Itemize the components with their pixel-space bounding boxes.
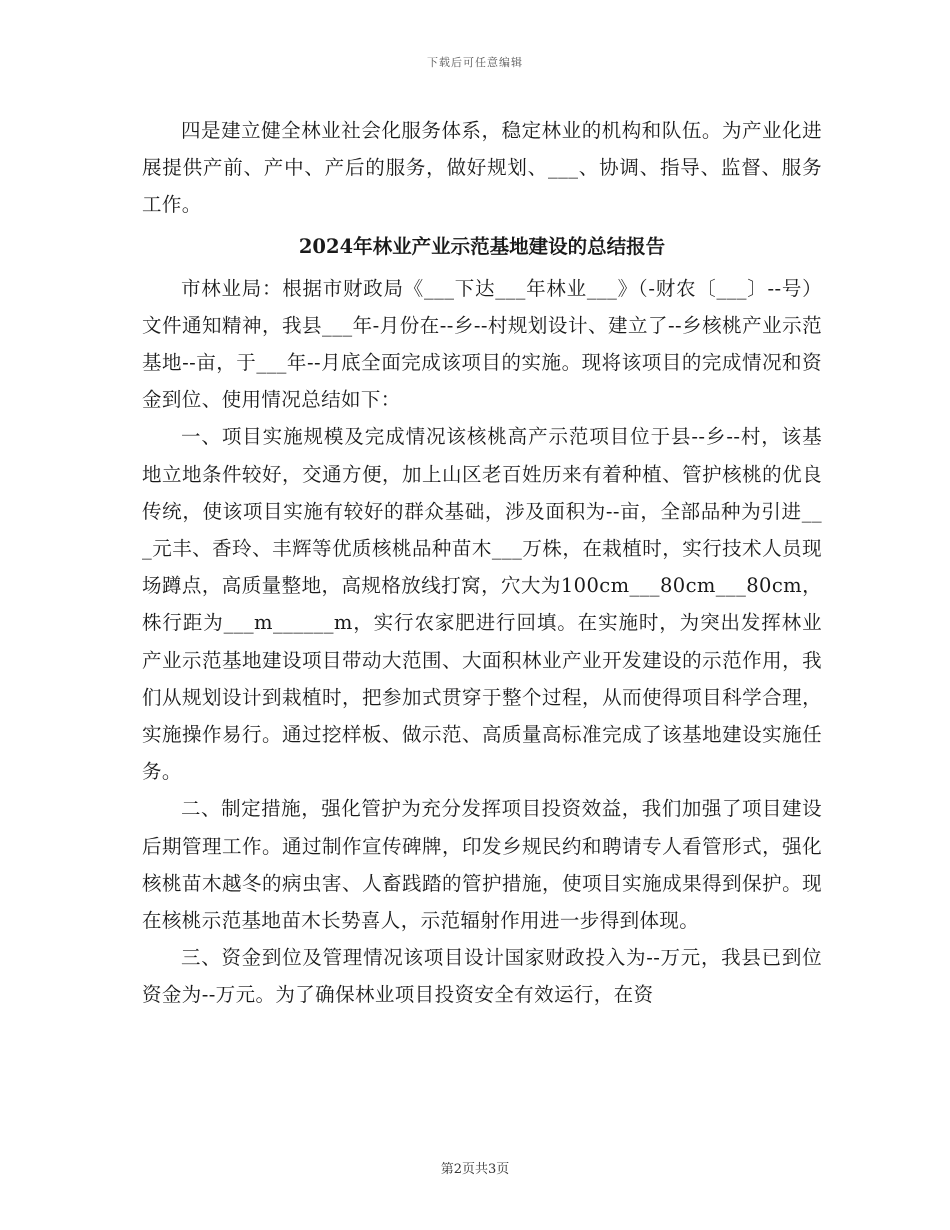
paragraph-section-1: 一、项目实施规模及完成情况该核桃高产示范项目位于县--乡--村，该基地立地条件较好，交通方便，加上山区老百姓历来有着种植、管护核桃的优良传统，使该项目实施有较好的群众基础，涉及面积为--亩，全部品种为引进___元丰、香玲、丰辉等优质核桃品种苗木___万株，在栽植时，实行技术人员现场蹲点，高质量整地，高规格放线打窝，穴大为100cm___80cm___80cm，株行距为___m______m，实行农家肥进行回填。在实施时，为突出发挥林业产业示范基地建设项目带动大范围、大面积林业产业开发建设的示范作用，我们从规划设计到栽植时，把参加式贯穿于整个过程，从而使得项目科学合理，实施操作易行。通过挖样板、做示范、高质量高标准完成了该基地建设实施任务。 xyxy=(142,425,822,784)
paragraph-section-2: 二、制定措施，强化管护为充分发挥项目投资效益，我们加强了项目建设后期管理工作。通过制作宣传碑牌，印发乡规民约和聘请专人看管形式，强化核桃苗木越冬的病虫害、人畜践踏的管护措施，使项目实施成果得到保护。现在核桃示范基地苗木长势喜人，示范辐射作用进一步得到体现。 xyxy=(142,797,822,933)
intro-paragraph: 四是建立健全林业社会化服务体系，稳定林业的机构和队伍。为产业化进展提供产前、产中、产后的服务，做好规划、___、协调、指导、监督、服务工作。 xyxy=(142,119,822,217)
paragraph-section-3: 三、资金到位及管理情况该项目设计国家财政投入为--万元，我县已到位资金为--万元。为了确保林业项目投资安全有效运行，在资 xyxy=(142,946,822,1007)
paragraph-salutation: 市林业局：根据市财政局《___下达___年林业___》（-财农〔___〕--号）文件通知精神，我县___年-月份在--乡--村规划设计、建立了--乡核桃产业示范基地--亩，于___年--月底全面完成该项目的实施。现将该项目的完成情况和资金到位、使用情况总结如下： xyxy=(142,276,822,412)
document-body xyxy=(142,112,822,1014)
page-number: 第2页共3页 xyxy=(440,1162,510,1177)
document-title: 2024年林业产业示范基地建设的总结报告 xyxy=(298,234,666,258)
header-note: 下载后可任意编辑 xyxy=(427,56,523,69)
